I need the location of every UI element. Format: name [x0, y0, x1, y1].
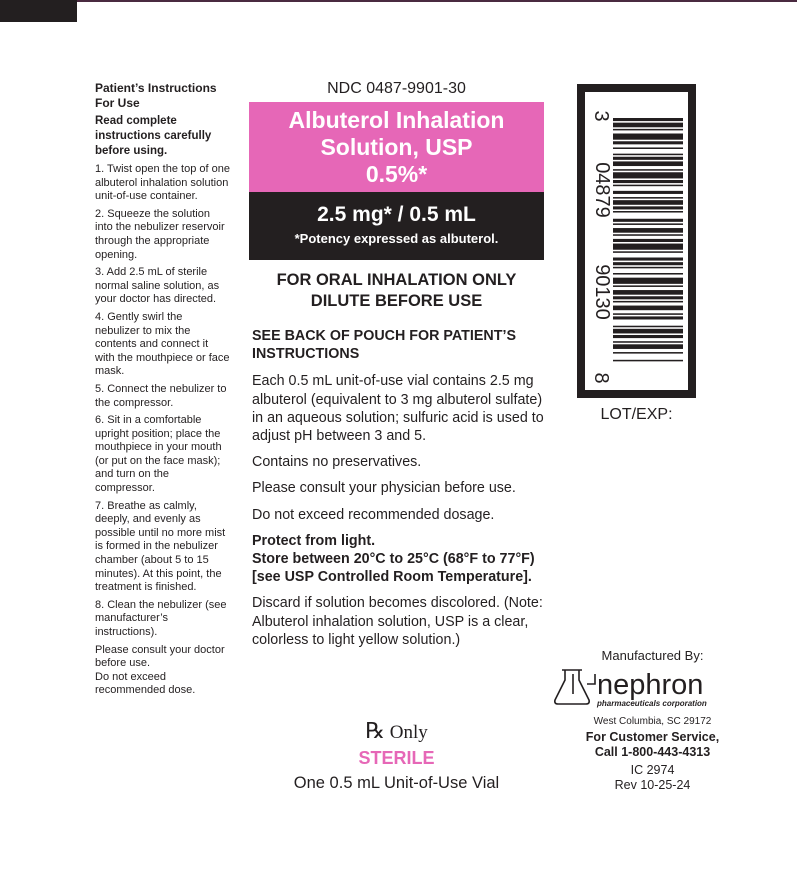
logo-wordmark: nephron: [597, 669, 704, 701]
instruction-step: 6. Sit in a comfortable upright position; place the mouthpiece in your mouth (or put on the face mask); and turn on the compressor.: [95, 414, 222, 495]
potency-note: *Potency expressed as albuterol.: [294, 231, 499, 246]
barcode: [585, 92, 688, 390]
top-corner-block: [0, 0, 77, 22]
closing-dose: Do not exceed recommended dose.: [95, 670, 196, 697]
barcode-digit-suffix: 8: [590, 372, 612, 384]
barcode-bar: [613, 228, 683, 233]
barcode-bar: [613, 169, 683, 171]
barcode-bar: [613, 123, 683, 128]
barcode-bar: [613, 154, 683, 156]
barcode-bar: [613, 244, 683, 250]
instruction-step: 8. Clean the nebulizer (see manufacturer’s instructions).: [95, 598, 227, 638]
label-body-text: [252, 327, 544, 657]
customer-service-label: For Customer Service,: [585, 730, 720, 744]
barcode-bar: [613, 301, 683, 303]
product-name-line2: Solution, USP: [320, 134, 473, 160]
barcode-bar: [613, 290, 683, 295]
barcode-bar: [613, 341, 683, 343]
manufacturer-city: West Columbia, SC 29172: [593, 716, 712, 727]
label-codes: [565, 763, 740, 793]
barcode-bar: [613, 185, 683, 187]
revision-date: Rev 10-25-24: [614, 778, 691, 792]
discard-statement: Discard if solution becomes discolored. (Note: Albuterol inhalation solution, USP is a clear, colorless to light yellow solution.): [252, 595, 543, 648]
instructions-title: Patient’s Instructions For Use: [95, 81, 217, 110]
barcode-bar: [613, 296, 683, 299]
product-name-banner: [249, 102, 544, 192]
barcode-bar: [613, 267, 683, 269]
barcode-bar: [613, 223, 683, 225]
preservatives-statement: Contains no preservatives.: [252, 454, 422, 471]
barcode-bar: [613, 157, 683, 160]
barcode-bar: [613, 316, 683, 319]
barcode-bar: [613, 147, 683, 149]
barcode-bar: [613, 239, 683, 242]
product-name-line1: Albuterol Inhalation: [288, 107, 505, 133]
barcode-bar: [613, 313, 683, 315]
barcode-bar: [613, 191, 683, 194]
instruction-step: 4. Gently swirl the nebulizer to mix the contents and connect it with the mouthpiece or face mask.: [95, 310, 230, 378]
barcode-bar: [613, 211, 683, 213]
see-back-notice: SEE BACK OF POUCH FOR PATIENT’S INSTRUCTIONS: [252, 328, 516, 363]
customer-service: [565, 730, 740, 760]
barcode-bar: [613, 172, 683, 178]
ndc-number: NDC 0487-9901-30: [327, 80, 466, 97]
rx-only-text: Only: [384, 722, 428, 743]
barcode-bar: [613, 200, 683, 205]
rx-icon: ℞: [365, 718, 385, 743]
rx-only: [249, 718, 544, 744]
instruction-step: 1. Twist open the top of one albuterol inhalation solution unit-of-use container.: [95, 163, 230, 203]
sterile-label: STERILE: [358, 748, 435, 768]
barcode-bar: [613, 197, 683, 199]
logo-subtitle: pharmaceuticals corporation: [597, 699, 707, 708]
barcode-bar: [613, 141, 683, 144]
storage-statement: [252, 532, 544, 587]
barcode-bar: [613, 360, 683, 362]
protect-light-text: Protect from light.: [252, 532, 376, 549]
dilute-text: DILUTE BEFORE USE: [310, 292, 483, 310]
barcode-bar: [613, 285, 683, 287]
barcode-bar: [613, 329, 683, 334]
route-warning: [249, 270, 544, 312]
product-strength: 0.5%*: [365, 161, 428, 187]
barcode-bars: [585, 92, 688, 390]
top-border-line: [0, 0, 797, 2]
barcode-bar: [613, 180, 683, 183]
barcode-bar: [613, 234, 683, 236]
barcode-digit-prefix: 3: [590, 110, 612, 122]
barcode-bar: [613, 161, 683, 166]
barcode-bar: [613, 129, 683, 131]
barcode-bar: [613, 326, 683, 328]
dose-text: 2.5 mg* / 0.5 mL: [317, 203, 476, 226]
barcode-bar: [613, 258, 683, 261]
barcode-bar: [613, 278, 683, 284]
oral-inhalation-text: FOR ORAL INHALATION ONLY: [276, 271, 517, 289]
barcode-bar: [613, 219, 683, 222]
barcode-bar: [613, 273, 683, 275]
store-temp-text: Store between 20°C to 25°C (68°F to 77°F) [see USP Controlled Room Temperature].: [252, 551, 535, 586]
barcode-bar: [613, 206, 683, 209]
patient-instructions-column: [95, 81, 230, 698]
barcode-bar: [613, 306, 683, 311]
instruction-step: 7. Breathe as calmly, deeply, and evenly as possible until no more mist is formed in the nebulizer chamber (about 5 to 15 minutes). At this point, the treatment is finished.: [95, 499, 226, 594]
instructions-intro: Read complete instructions carefully before using.: [95, 115, 212, 157]
consult-statement: Please consult your physician before use.: [252, 480, 516, 497]
barcode-bar: [613, 344, 683, 349]
instruction-step: 5. Connect the nebulizer to the compressor.: [95, 382, 227, 409]
ic-code: IC 2974: [630, 763, 675, 777]
barcode-bar: [613, 262, 683, 265]
barcode-bar: [613, 134, 683, 140]
instruction-step: 3. Add 2.5 mL of sterile normal saline solution, as your doctor has directed.: [95, 266, 220, 306]
contents-statement: Each 0.5 mL unit-of-use vial contains 2.5 mg albuterol (equivalent to 3 mg albuterol sulfate) in an aqueous solution; sulfuric acid is used to adjust pH between 3 and 5.: [252, 373, 544, 445]
barcode-bar: [613, 118, 683, 121]
manufactured-by: Manufactured By:: [601, 648, 704, 663]
barcode-digits-group2: 90130: [591, 264, 613, 320]
barcode-bar: [613, 251, 683, 253]
dosage-statement: Do not exceed recommended dosage.: [252, 506, 495, 523]
barcode-digits-group1: 04879: [591, 162, 613, 218]
customer-service-phone: Call 1-800-443-4313: [594, 745, 711, 759]
lot-exp-label: LOT/EXP:: [600, 406, 673, 423]
closing-consult: Please consult your doctor before use.: [95, 643, 225, 670]
barcode-frame: [577, 84, 696, 398]
dose-banner: [249, 192, 544, 260]
nephron-logo-icon: [553, 666, 733, 710]
instruction-step: 2. Squeeze the solution into the nebulizer reservoir through the appropriate opening.: [95, 207, 225, 261]
barcode-bar: [613, 352, 683, 354]
vial-description: One 0.5 mL Unit-of-Use Vial: [293, 774, 500, 792]
barcode-bar: [613, 335, 683, 338]
